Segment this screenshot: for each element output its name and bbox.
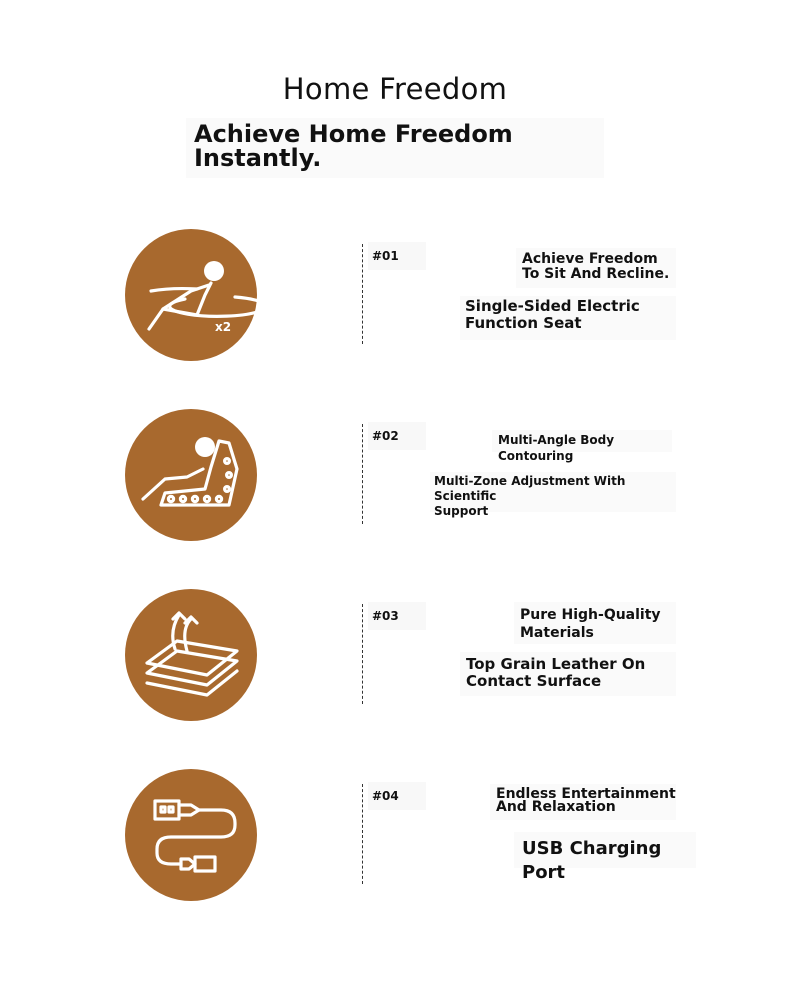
reclining-seat-icon bbox=[125, 229, 257, 361]
feature-1-subtitle-line-2: To Sit And Recline. bbox=[522, 266, 670, 282]
feature-1-divider bbox=[362, 244, 363, 344]
feature-3-circle bbox=[125, 589, 257, 721]
headline-line-2: Instantly. bbox=[194, 144, 322, 172]
usb-cable-icon bbox=[125, 769, 257, 901]
feature-2-detail bbox=[430, 472, 676, 518]
feature-4-number: #04 bbox=[368, 782, 426, 810]
feature-1-subtitle bbox=[516, 248, 676, 288]
feature-1-circle bbox=[125, 229, 257, 361]
feature-1-subtitle-line-1: Achieve Freedom bbox=[522, 251, 658, 267]
feature-3-detail bbox=[460, 652, 676, 696]
headline bbox=[186, 118, 604, 178]
page-title: Home Freedom bbox=[282, 72, 508, 106]
feature-2-subtitle bbox=[492, 430, 672, 463]
feature-3-detail-line-2: Contact Surface bbox=[466, 672, 602, 690]
feature-3-number: #03 bbox=[368, 602, 426, 630]
headline-line-1: Achieve Home Freedom bbox=[194, 120, 513, 148]
feature-4-divider bbox=[362, 784, 363, 884]
body-contour-seat-icon bbox=[125, 409, 257, 541]
feature-3-subtitle-line-2: Materials bbox=[520, 625, 594, 641]
feature-1-detail bbox=[460, 296, 676, 340]
feature-3-subtitle-line-1: Pure High-Quality bbox=[520, 607, 661, 623]
feature-2-detail-line-2: Support bbox=[434, 504, 489, 518]
feature-2-circle bbox=[125, 409, 257, 541]
feature-2-detail-line-1: Multi-Zone Adjustment With Scientific bbox=[434, 474, 626, 503]
feature-4-subtitle-line-2: And Relaxation bbox=[496, 799, 616, 815]
feature-3-subtitle bbox=[514, 602, 676, 644]
feature-1-number: #01 bbox=[368, 242, 426, 270]
feature-1-detail-line-2: Function Seat bbox=[465, 314, 582, 332]
feature-2-divider bbox=[362, 424, 363, 524]
feature-3-divider bbox=[362, 604, 363, 704]
feature-4-subtitle bbox=[490, 784, 676, 820]
feature-4-detail-line-1: USB Charging Port bbox=[522, 838, 662, 883]
feature-3-detail-line-1: Top Grain Leather On bbox=[466, 655, 646, 673]
feature-4-detail bbox=[514, 832, 696, 883]
feature-1-detail-line-1: Single-Sided Electric bbox=[465, 297, 640, 315]
feature-2-number: #02 bbox=[368, 422, 426, 450]
feature-2-subtitle-line-1: Multi-Angle Body Contouring bbox=[498, 433, 615, 463]
svg-text:x2: x2 bbox=[215, 320, 232, 334]
leather-layers-icon bbox=[125, 589, 257, 721]
feature-4-subtitle-line-1: Endless Entertainment bbox=[496, 786, 676, 802]
feature-4-circle bbox=[125, 769, 257, 901]
